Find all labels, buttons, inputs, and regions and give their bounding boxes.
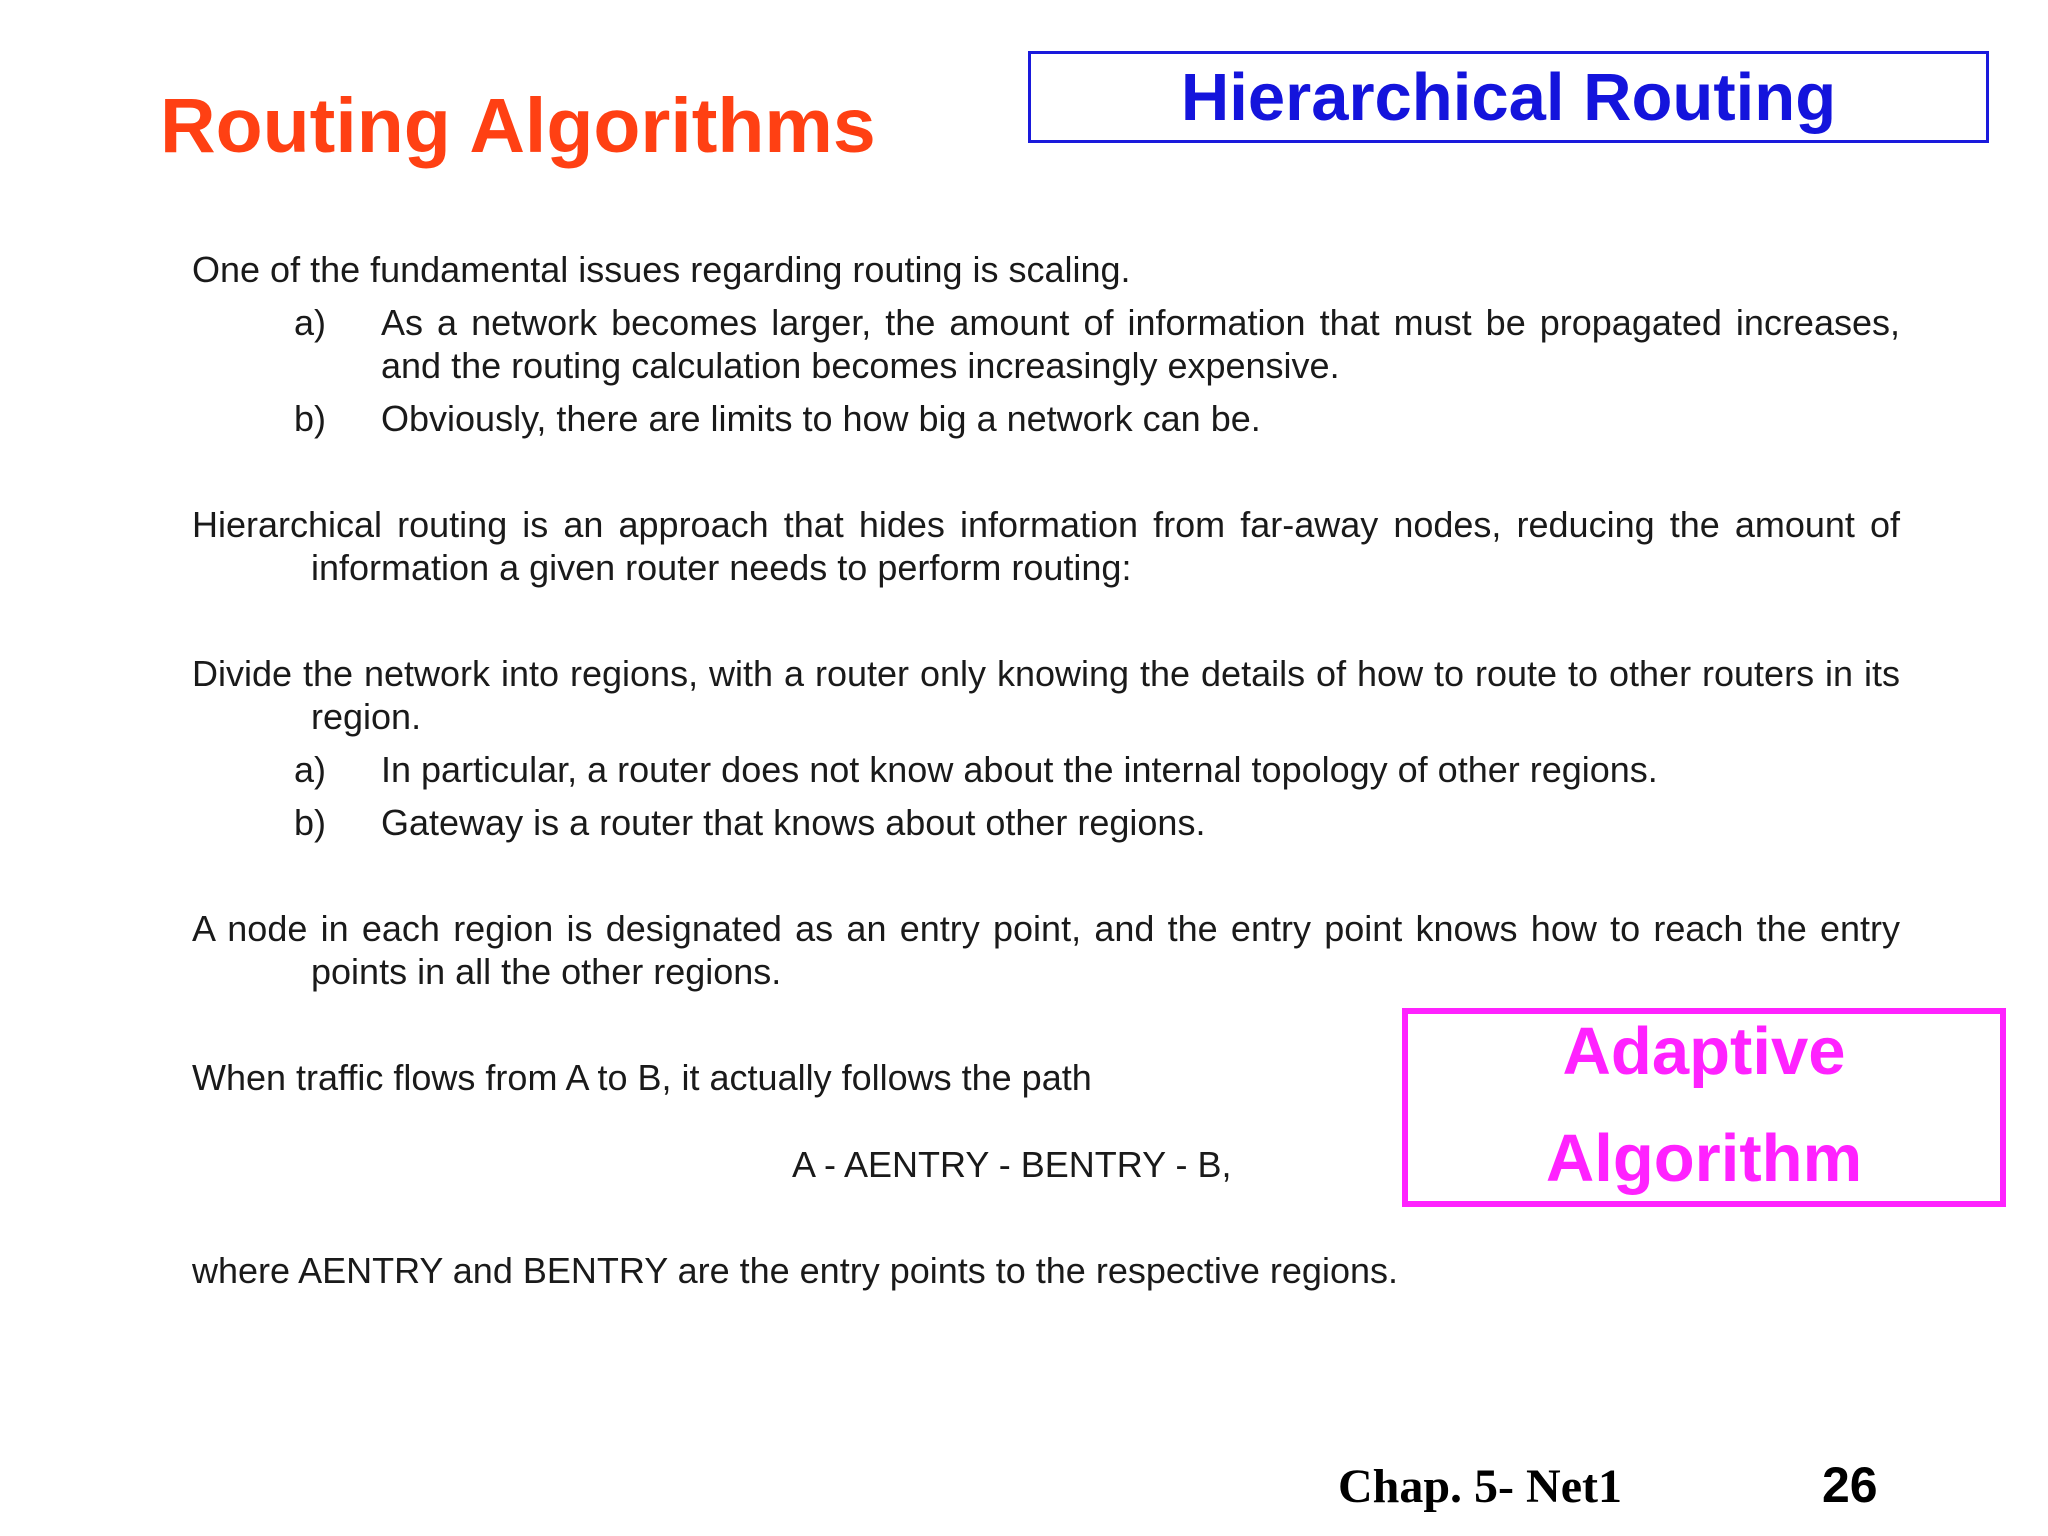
- paragraph-entry-definition: where AENTRY and BENTRY are the entry points to the respective regions.: [192, 1250, 1398, 1291]
- adaptive-algorithm-callout: [1402, 1008, 2006, 1207]
- list-item: [192, 301, 1900, 387]
- callout-line-2: Algorithm: [1545, 1121, 1863, 1196]
- list-marker: b): [294, 398, 327, 439]
- path-expression: A - AENTRY - BENTRY - B,: [792, 1144, 1232, 1185]
- list-item-text: As a network becomes larger, the amount of information that must be propagated increases, and the routing calculation becomes increasingly expensive.: [381, 302, 1900, 386]
- topic-box: [1028, 51, 1989, 143]
- topic-label: Hierarchical Routing: [1180, 60, 1837, 135]
- list-item-text: Gateway is a router that knows about other regions.: [381, 802, 1206, 843]
- list-item: [192, 801, 1900, 844]
- list-marker: a): [294, 302, 327, 343]
- paragraph-hierarchical: Hierarchical routing is an approach that hides information from far-away nodes, reducing the amount of information a given router needs to perform routing:: [192, 504, 1900, 588]
- page-number: 26: [1822, 1457, 1878, 1513]
- list-item-text: Obviously, there are limits to how big a network can be.: [381, 398, 1261, 439]
- paragraph-traffic: When traffic flows from A to B, it actually follows the path: [192, 1057, 1092, 1098]
- list-marker: b): [294, 802, 327, 843]
- list-item: [192, 748, 1900, 791]
- paragraph-entry-point: A node in each region is designated as an entry point, and the entry point knows how to reach the entry points in all the other regions.: [192, 908, 1900, 992]
- callout-line-1: Adaptive: [1562, 1014, 1846, 1089]
- list-item-text: In particular, a router does not know about the internal topology of other regions.: [381, 749, 1658, 790]
- list-marker: a): [294, 749, 327, 790]
- slide-title: Routing Algorithms: [160, 83, 876, 169]
- paragraph-scaling: One of the fundamental issues regarding routing is scaling.: [192, 249, 1131, 290]
- paragraph-regions: Divide the network into regions, with a router only knowing the details of how to route to other routers in its region.: [192, 653, 1900, 737]
- scaling-list: [192, 301, 1900, 440]
- regions-list: [192, 748, 1900, 844]
- list-item: [192, 397, 1900, 440]
- footer-chapter: Chap. 5- Net1: [1338, 1460, 1622, 1513]
